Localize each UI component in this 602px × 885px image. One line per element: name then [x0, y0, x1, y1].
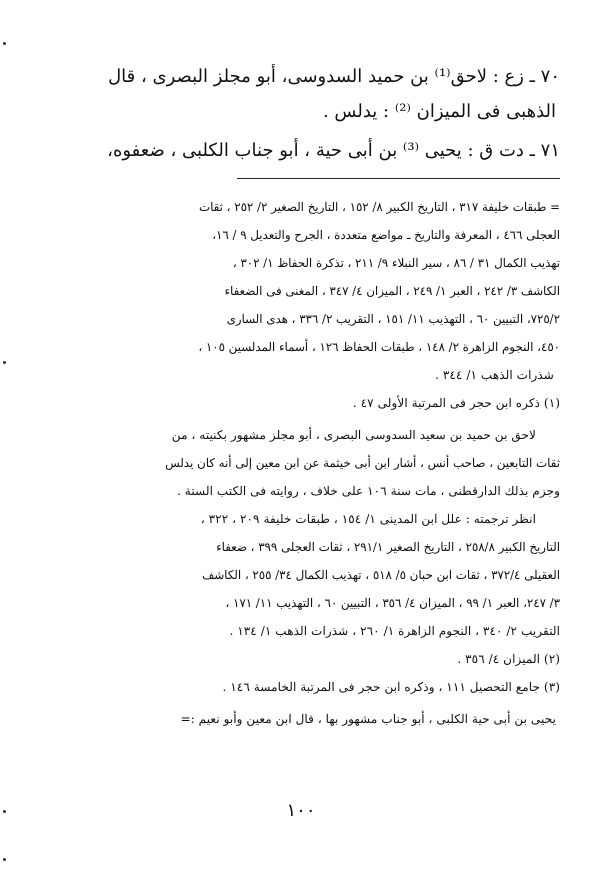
- footnote-3-heading: (٣) جامع التحصيل ١١١ ، وذكره ابن حجر فى المرتبة الخامسة ١٤٦ .: [222, 680, 560, 694]
- footnote-line: العقيلى ٣٧٢/٤ ، ثقات ابن حبان ٥/ ٥١٨ ، تهذيب الكمال ٣٤/ ٢٥٥ ، الكاشف: [202, 568, 560, 582]
- footnote-line: شذرات الذهب ١/ ٣٤٤ .: [435, 368, 554, 382]
- footnote-line: = طبقات خليفة ٣١٧ ، التاريخ الكبير ٨/ ١٥٢ ، التاريخ الصغير ٢/ ٢٥٢ ، ثقات: [198, 200, 560, 214]
- footnote-line: تهذيب الكمال ٣١ / ٨٦ ، سير النبلاء ٩/ ٢١١ ، تذكرة الحفاظ ١/ ٣٠٢ ،: [232, 256, 560, 270]
- footnote-divider: [237, 178, 560, 179]
- margin-mark: [3, 361, 6, 364]
- footnote-line: ثقات التابعين ، صاحب أنس ، أشار ابن أبى خيثمة عن ابن معين إلى أنه كان يدلس: [165, 456, 560, 470]
- footnote-line: التقريب ٢/ ٣٤٠ ، النجوم الزاهرة ١/ ٢٦٠ ، شذرات الذهب ١/ ١٣٤ .: [229, 624, 560, 638]
- footnote-line: انظر ترجمته : علل ابن المدينى ١/ ١٥٤ ، طبقات خليفة ٢٠٩ ، ٣٢٢ ،: [200, 512, 536, 526]
- footnote-line: يحيى بن أبى حية الكلبى ، أبو جناب مشهور بها ، قال ابن معين وأبو نعيم :=: [180, 712, 556, 726]
- footnote-1-heading: (١) ذكره ابن حجر فى المرتبة الأولى ٤٧ .: [352, 396, 560, 410]
- margin-mark: [3, 858, 6, 861]
- footnote-2-heading: (٢) الميزان ٤/ ٣٥٦ .: [457, 652, 560, 666]
- footnote-line: ٤٥٠، النجوم الزاهرة ٢/ ١٤٨ ، طبقات الحفاظ ١٢٦ ، أسماء المدلسين ١٠٥ ،: [198, 340, 560, 354]
- footnote-line: وجزم بذلك الدارقطنى ، مات سنة ١٠٦ على خلاف ، روايته فى الكتب الستة .: [177, 484, 560, 498]
- margin-mark: [3, 42, 6, 45]
- footnote-line: ٧٢٥/٢، التبيين ٦٠ ، التهذيب ١١/ ١٥١ ، التقريب ٢/ ٣٣٦ ، هدى السارى: [226, 312, 560, 326]
- page-number: ١٠٠: [286, 800, 316, 821]
- footnote-line: العجلى ٤٦٦ ، المعرفة والتاريخ ـ مواضع متعددة ، الجرح والتعديل ٩ / ١٦،: [212, 228, 560, 242]
- footnote-line: لاحق بن حميد بن سعيد السدوسى البصرى ، أبو مجلز مشهور بكنيته ، من: [171, 428, 536, 442]
- entry-70-line-2: الذهبى فى الميزان ⁽²⁾ : يدلس .: [322, 101, 556, 122]
- footnote-line: الكاشف ٣/ ٢٤٢ ، العبر ١/ ٢٤٩ ، الميزان ٤/ ٣٤٧ ، المغنى فى الضعفاء: [224, 284, 560, 298]
- entry-70-line-1: ٧٠ ـ زع : لاحق⁽¹⁾ بن حميد السدوسى، أبو مجلز البصرى ، قال: [108, 66, 560, 87]
- footnote-line: ٣/ ٢٤٧، العبر ١/ ٩٩ ، الميزان ٤/ ٣٥٦ ، التبيين ٦٠ ، التهذيب ١١/ ١٧١ ،: [225, 596, 560, 610]
- footnote-line: التاريخ الكبير ٢٥٨/٨ ، التاريخ الصغير ٢٩١/١ ، ثقات العجلى ٣٩٩ ، ضعفاء: [216, 540, 560, 554]
- entry-71-line-1: ٧١ ـ دت ق : يحيى ⁽³⁾ بن أبى حية ، أبو جناب الكلبى ، ضعفوه،: [107, 140, 560, 161]
